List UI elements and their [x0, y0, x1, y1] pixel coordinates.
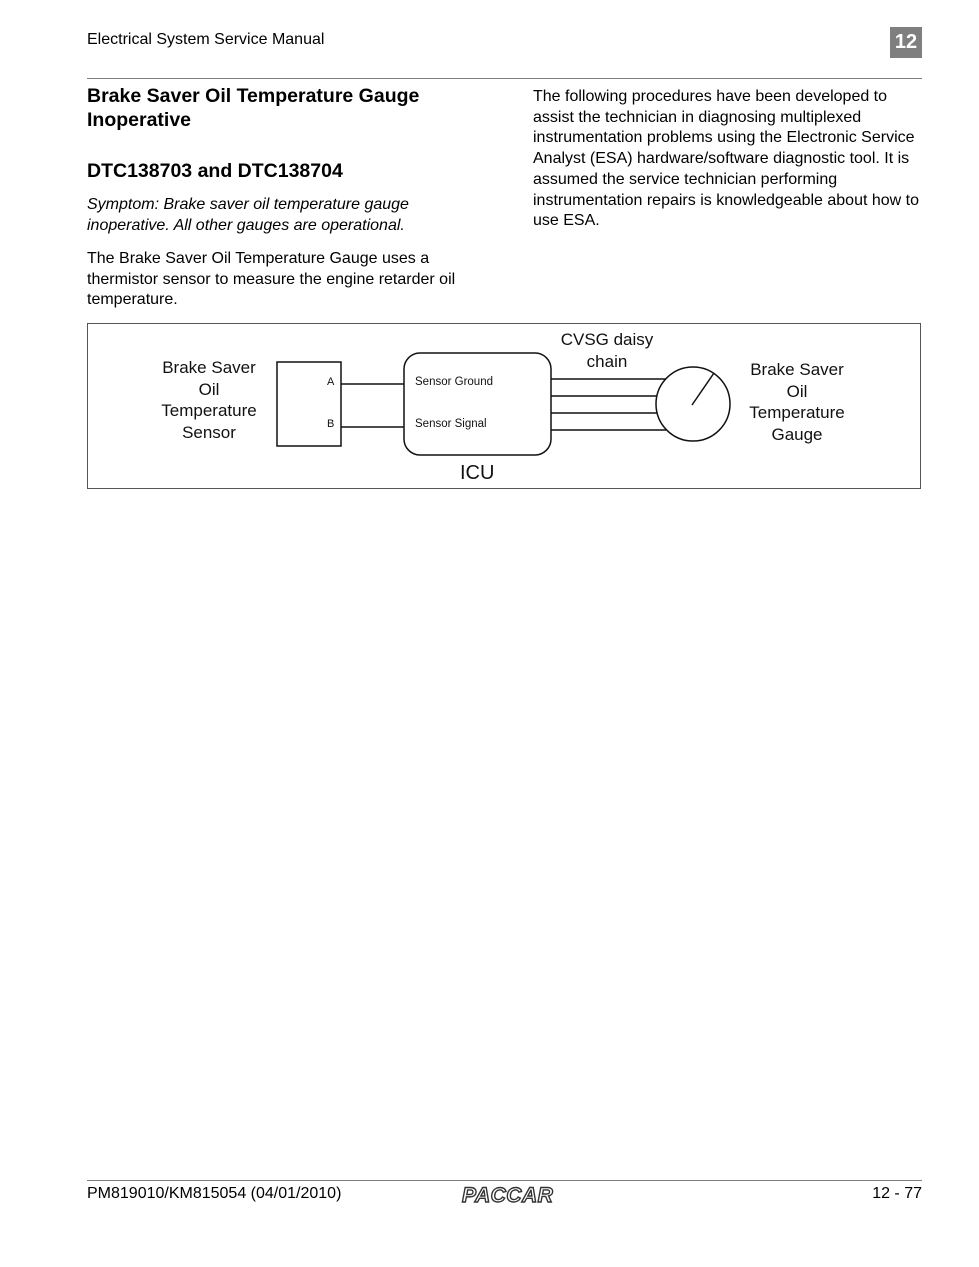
gauge-label-line-1: Brake Saver	[750, 360, 844, 379]
daisy-chain-label-line-1: CVSG daisy	[560, 330, 654, 349]
pin-b-label: B	[327, 418, 335, 430]
gauge-label-line-3: Temperature	[749, 403, 845, 422]
daisy-chain-label	[542, 329, 672, 372]
gauge-label-line-2: Oil	[786, 381, 808, 401]
pin-a-label: A	[327, 376, 335, 388]
header-divider	[87, 78, 922, 79]
daisy-chain-label-line-2: chain	[586, 351, 628, 371]
logo-text: PACCAR	[462, 1184, 554, 1207]
sensor-label-line-4: Sensor	[182, 422, 236, 442]
sensor-box	[277, 362, 341, 446]
sensor-label-line-2: Oil	[198, 379, 220, 399]
footer-doc-id: PM819010/KM815054 (04/01/2010)	[87, 1185, 342, 1202]
paccar-logo	[460, 1183, 568, 1207]
header-title: Electrical System Service Manual	[87, 31, 325, 48]
footer-divider	[87, 1180, 922, 1181]
section-heading: Brake Saver Oil Temperature Gauge Inoperative	[87, 85, 420, 131]
description-text: The Brake Saver Oil Temperature Gauge uses a thermistor sensor to measure the engine retarder oil temperature.	[87, 250, 456, 308]
icu-label: ICU	[460, 462, 495, 484]
sensor-ground-label: Sensor Ground	[415, 376, 493, 388]
sensor-label-line-3: Temperature	[161, 401, 257, 420]
wiring-diagram	[87, 323, 921, 489]
sensor-label	[144, 357, 274, 443]
symptom-text: Symptom: Brake saver oil temperature gauge inoperative. All other gauges are operational.	[87, 196, 409, 234]
sensor-label-line-1: Brake Saver	[162, 358, 256, 377]
sensor-signal-label: Sensor Signal	[415, 418, 487, 430]
gauge-label	[732, 359, 862, 445]
chapter-badge: 12	[890, 27, 922, 58]
procedure-intro-text: The following procedures have been developed to assist the technician in diagnosing multiplexed instrumentation problems using the Electronic Service Analyst (ESA) hardware/software diagnostic tool. It is assumed the service technician performing instrumentation repairs is knowledgeable about how to use ESA.	[533, 88, 920, 230]
left-column	[87, 84, 487, 311]
footer-page-number: 12 - 77	[872, 1185, 922, 1202]
gauge-label-line-4: Gauge	[771, 424, 823, 444]
icu-box	[404, 353, 551, 455]
right-column	[533, 87, 925, 232]
dtc-heading: DTC138703 and DTC138704	[87, 160, 343, 182]
